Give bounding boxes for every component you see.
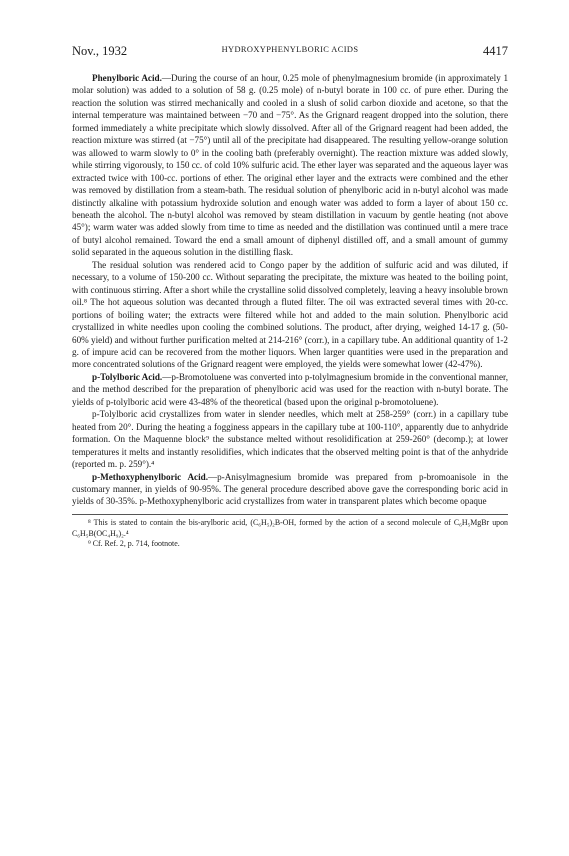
paragraph-p-tolylboric-crystallization (72, 408, 508, 470)
paragraph-p-tolylboric-acid (72, 371, 508, 408)
paragraph-text: p-Tolylboric acid crystallizes from water in slender needles, which melt at 258-259° (corr.) in a capillary tube heated from 20°. During the heating a fogginess appears in the capillary tube at 100-110°, apparently due to anhydride formation. On the Maquenne block⁹ the substance melted without resolidification at 259-260° (decomp.); at lower temperatures it melts and instantly resolidifies, which indicates that the observed melting point is that of the anhydride (reported m. p. 259°).⁴ (72, 409, 508, 470)
section-heading-p-tolylboric-acid: p-Tolylboric Acid. (92, 371, 163, 382)
paragraph-text: —During the course of an hour, 0.25 mole of phenylmagnesium bromide (in approximately 1 molar solution) was added to a solution of 58 g. (0.25 mole) of n-butyl borate in 100 cc. of pure ether. During the reaction the solution was stirred mechanically and cooled in a slush of solid carbon dioxide and acetone, so that the internal temperature was maintained between −70 and −75°. As the Grignard reagent dropped into the solution, there formed immediately a white precipitate which slowly dissolved. After all of the Grignard reagent had been added, the reaction mixture was stirred (at −75°) until all of the precipitate had disappeared. The resulting yellow-orange solution was allowed to warm slowly to 0° in the cooling bath (preferably overnight). The reaction mixture was added slowly, while stirring vigorously, to 150 cc. of cold 10% sulfuric acid. The ether layer was separated and the aqueous layer was extracted twice with 100-cc. portions of ether. The original ether layer and the extracts were combined and the ether was removed by distillation from a steam-bath. The residual solution of phenylboric acid in n-butyl alcohol was made distinctly alkaline with potassium hydroxide solution and enough water was added to form a layer of about 150 cc. beneath the alcohol. The n-butyl alcohol was removed by steam distillation in vacuum by gentle heating (not above 45°); warm water was added slowly from time to time as needed and the distillation was continued until a mere trace of butyl alcohol remained. Toward the end a small amount of diphenyl distilled off, and a small amount of gummy solid separated in the aqueous solution in the distilling flask. (72, 73, 508, 258)
paragraph-text: —p-Bromotoluene was converted into p-tolylmagnesium bromide in the conventional manner, and the method described for the preparation of phenylboric acid was used for the reaction with n-butyl borate. The yields of p-tolylboric acid were 43-48% of the theoretical (based upon the original p-bromotoluene). (72, 371, 508, 407)
footnote-8: ⁸ This is stated to contain the bis-arylboric acid, (C₆H₅)₂B-OH, formed by the action of a second molecule of C₆H₅MgBr upon C₆H₅B(OC₄H₉)₂.⁴ (72, 517, 508, 538)
footnote-9: ⁹ Cf. Ref. 2, p. 714, footnote. (88, 539, 180, 549)
paragraph-p-methoxyphenylboric-acid (72, 471, 508, 508)
paragraph-phenylboric-acid (72, 72, 508, 259)
header-date: Nov., 1932 (72, 44, 128, 58)
article-body (72, 72, 508, 508)
footnotes (72, 514, 508, 550)
paragraph-text: —p-Anisylmagnesium bromide was prepared from p-bromoanisole in the customary manner, in yields of 90-95%. The general procedure described above gave the corresponding boric acid in yields of 30-35%. p-Methoxyphenylboric acid crystallizes from water in transparent plates which become opaque (72, 471, 508, 507)
section-heading-phenylboric-acid: Phenylboric Acid. (92, 73, 162, 83)
paragraph-text: The residual solution was rendered acid to Congo paper by the addition of sulfuric acid and was diluted, if necessary, to a volume of 150-200 cc. Without separating the precipitate, the mixture was heated to the boiling point, with continuous stirring. After a short while the crystalline solid dissolved completely, leaving a heavy insoluble brown oil.⁸ The hot aqueous solution was decanted through a fluted filter. The oil was extracted several times with 20-cc. portions of boiling water; the extracts were filtered while hot and added to the main solution. Phenylboric acid crystallized in white needles upon cooling the combined solutions. The product, after drying, weighed 14-17 g. (50-60% yield) and without further purification melted at 214-216° (corr.), in a capillary tube. An additional quantity of 1-2 g. of impure acid can be recovered from the mother liquors. When larger quantities were used in the preparation and more concentrated solutions of the Grignard reagent were employed, the yields were somewhat lower (42-47%). (72, 259, 508, 370)
header-page-number: 4417 (483, 44, 508, 58)
journal-page (72, 44, 508, 834)
running-header (72, 44, 508, 58)
header-running-title: HYDROXYPHENYLBORIC ACIDS (221, 45, 359, 54)
section-heading-p-methoxyphenylboric-acid: p-Methoxyphenylboric Acid. (92, 471, 208, 482)
paragraph-residual-solution (72, 259, 508, 371)
